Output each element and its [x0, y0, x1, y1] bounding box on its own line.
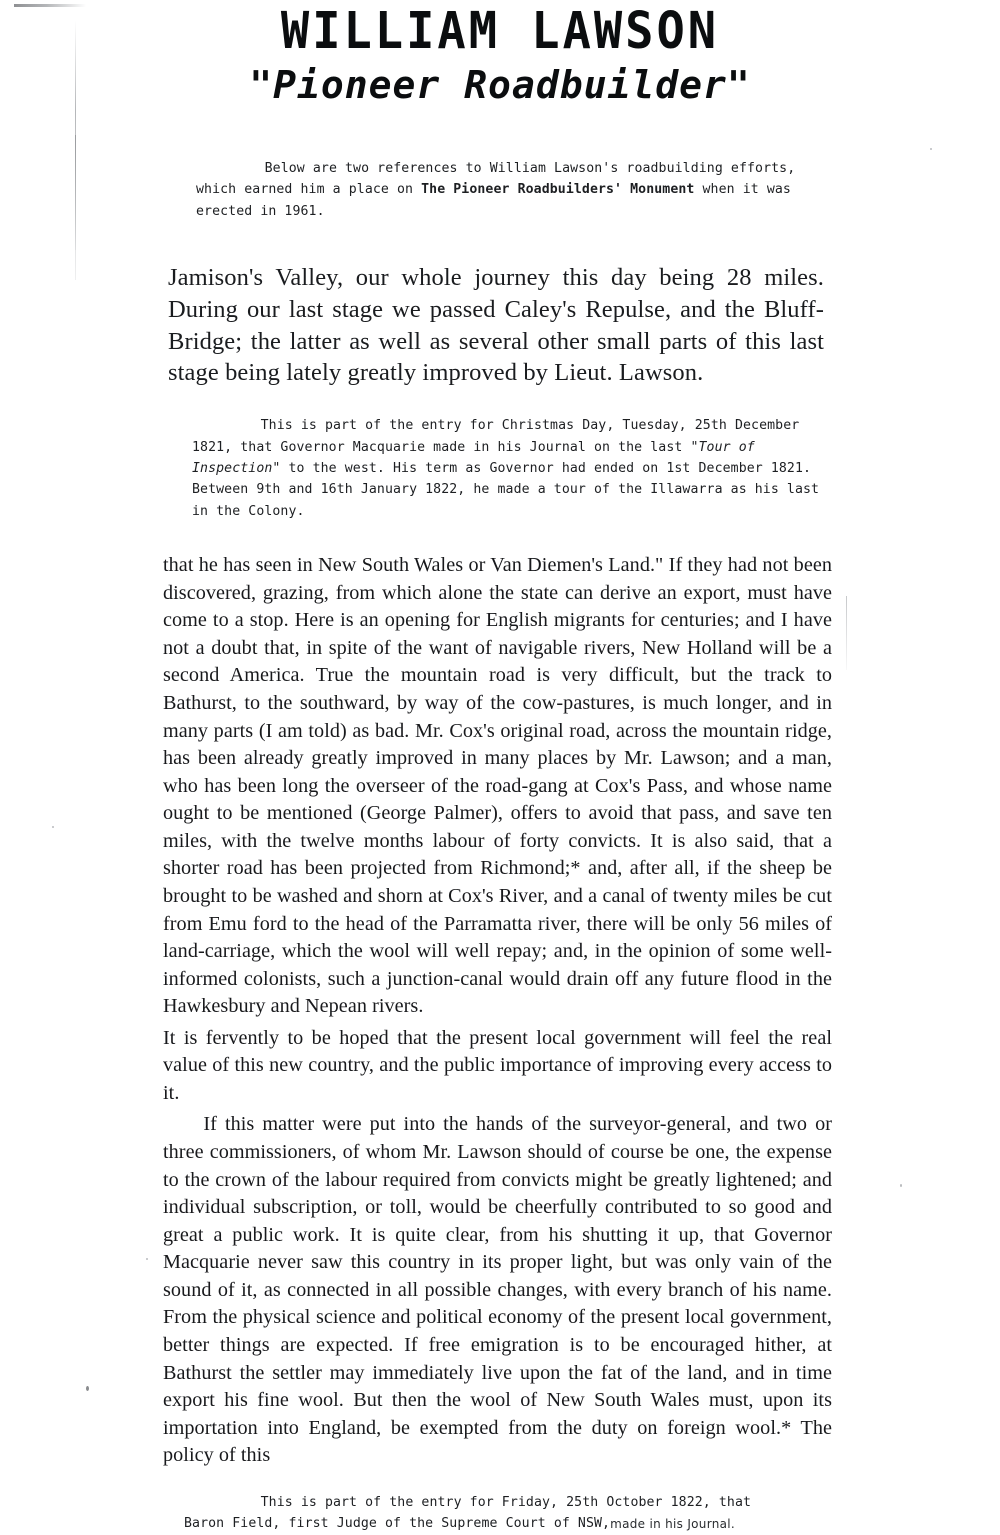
foot-note-typed: Baron Field, first Judge of the Supreme Court of NSW,	[184, 1516, 611, 1532]
intro-note	[0, 158, 1000, 222]
mid-note-part2: to the west. His term as Governor had ended on 1st December 1821. Between 9th and 16th January 1822, he made a tour of the Illawarra as his last in the Colony.	[192, 461, 820, 519]
body-paragraph: If this matter were put into the hands of the surveyor-general, and two or three commissioners, of whom Mr. Lawson should of course be one, the expense to the crown of the labour required from convicts might be greatly lightened; and individual subscription, or toll, would be cheerfully contributed to so good and great a public work. It is quite clear, from his shutting it up, that Governor Macquarie never saw this country in its proper light, but was only vain of the sound of it, as connected in all possible changes, with every branch of his name. From the physical science and political economy of the present local government, better things are expected. If free emigration is to be encouraged hither, at Bathurst the settler may immediately live upon the fat of the land, and in time export his fine wool. But then the wool of New South Wales must, upon its importation into England, be exempted from the duty on foreign wool.* The policy of this	[163, 1113, 832, 1467]
monument-name: The Pioneer Roadbuilders' Monument	[421, 182, 695, 198]
foot-note-line2	[184, 1513, 820, 1534]
intro-note-text-before: Below are two references to William Lawson's roadbuilding efforts, which earned him a place on	[196, 160, 796, 198]
baron-field-source-note	[0, 1492, 1000, 1535]
foot-note-handwritten: made in his Journal.	[610, 1517, 736, 1532]
macquarie-journal-quote: Jamison's Valley, our whole journey this day being 28 miles. During our last stage we passed Caley's Repulse, and the Bluff-Bridge; the latter as well as several other small parts of this last stage being lately greatly improved by Lieut. Lawson.	[168, 263, 824, 387]
intro-note-text-after: when it was erected in 1961.	[196, 182, 791, 219]
foot-note-line1: This is part of the entry for Friday, 25th October 1822, that	[260, 1494, 752, 1510]
body-paragraph: It is fervently to be hoped that the present local government will feel the real value of this new country, and the public importance of improving every access to it.	[163, 1026, 832, 1104]
page-subtitle: "Pioneer Roadbuilder"	[249, 62, 751, 107]
page-title: WILLIAM LAWSON	[280, 1, 720, 62]
mid-note-part1: This is part of the entry for Christmas Day, Tuesday, 25th December 1821, that Governor Macquarie made in his Journal on the last	[192, 418, 800, 455]
title-block	[0, 0, 1000, 106]
baron-field-body	[0, 552, 1000, 1470]
tour-of-inspection-title: "Tour of Inspection"	[192, 439, 755, 477]
body-paragraph: that he has seen in New South Wales or Van Diemen's Land." If they had not been discovered, grazing, from which alone the state can derive an export, must have come to a stop. Here is an opening for English migrants for centuries; and I have not a doubt that, in spite of the want of navigable rivers, New Holland will be a second America. True the mountain road is very difficult, but the track to Bathurst, to the southward, by way of the cow-pastures, is much longer, and in many parts (I am told) as bad. Mr. Cox's original road, across the mountain ridge, has been already greatly improved in many places by Mr. Lawson; and a man, who has been long the overseer of the road-gang at Cox's Pass, and whose name ought to be mentioned (George Palmer), offers to avoid that pass, and save ten miles, with the twelve months labour of forty convicts. It is also said, that a shorter road has been projected from Richmond;* and, after all, if the sheep be brought to be washed and shorn at Cox's River, and a canal of twenty miles be cut from Emu ford to the head of the Parramatta river, there will be only 56 miles of land-carriage, which the wool will well repay; and, in the opinion of some well-informed colonists, such a junction-canal would drain off any future flood in the Hawkesbury and Nepean rivers.	[163, 554, 832, 1018]
macquarie-source-note	[0, 415, 1000, 522]
